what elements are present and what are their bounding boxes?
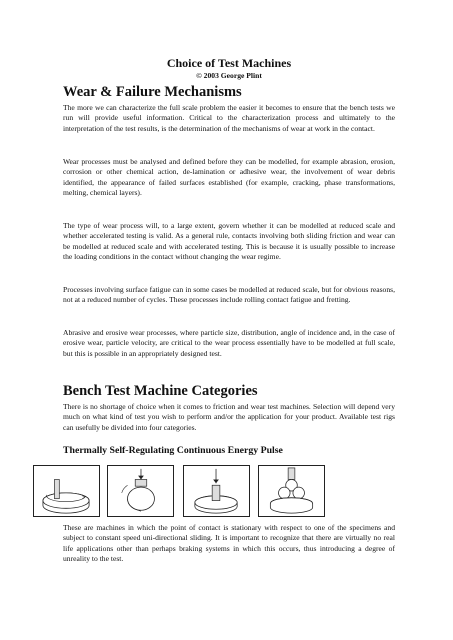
section-heading-wear: Wear & Failure Mechanisms xyxy=(63,84,242,100)
paragraph: These are machines in which the point of contact is stationary with respect to one of the specimens and subject to constant speed uni-directional sliding. It is important to recognize that there are virtually no real life applications other than perhaps braking systems in which this occurs, thus introducing a degree of unreality to the test. xyxy=(63,523,395,564)
paragraph: The type of wear process will, to a large extent, govern whether it can be modelled at reduced scale and whether accelerated testing is valid. As a general rule, contacts involving both sliding friction and wear can be modelled at reduced scale and with accelerated testing. This is because it is usually possible to increase the loading conditions in the contact without changing the wear regime. xyxy=(63,221,395,262)
copyright-line: © 2003 George Plint xyxy=(196,71,262,80)
subsection-heading-thermal: Thermally Self-Regulating Continuous Energy Pulse xyxy=(63,445,283,456)
paragraph: There is no shortage of choice when it comes to friction and wear test machines. Selection will depend very much on what kind of test you wish to perform and/or the application for your product. Available test rigs can usefully be divided into four categories. xyxy=(63,402,395,432)
test-machine-figures xyxy=(33,465,325,517)
pin-on-flat-icon xyxy=(183,465,250,517)
page-title: Choice of Test Machines xyxy=(166,56,292,70)
block-on-ring-icon xyxy=(107,465,174,517)
paragraph: The more we can characterize the full scale problem the easier it becomes to ensure that the bench tests we run will provide useful information. Critical to the characterization process and ultimately to the interpretation of the test results, is the determination of the mechanisms of wear at work in the contact. xyxy=(63,103,395,133)
paragraph: Processes involving surface fatigue can in some cases be modelled at reduced scale, but for obvious reasons, not at a reduced number of cycles. These processes include rolling contact fatigue and fretting. xyxy=(63,285,395,305)
section-heading-categories: Bench Test Machine Categories xyxy=(63,383,258,399)
paragraph: Abrasive and erosive wear processes, where particle size, distribution, angle of incidence and, in the case of erosive wear, particle velocity, are critical to the wear process essentially have to be modelled at full scale, but this is possible in an appropriately designed test. xyxy=(63,328,395,358)
paragraph: Wear processes must be analysed and defined before they can be modelled, for example abrasion, erosion, corrosion or other chemical action, de-lamination or adhesive wear, the involvement of wear debris identified, the appearance of failed surfaces established (for example, cracking, phase transformations, melting, chemical layers). xyxy=(63,157,395,198)
four-ball-icon xyxy=(258,465,325,517)
pin-on-disc-icon xyxy=(33,465,100,517)
